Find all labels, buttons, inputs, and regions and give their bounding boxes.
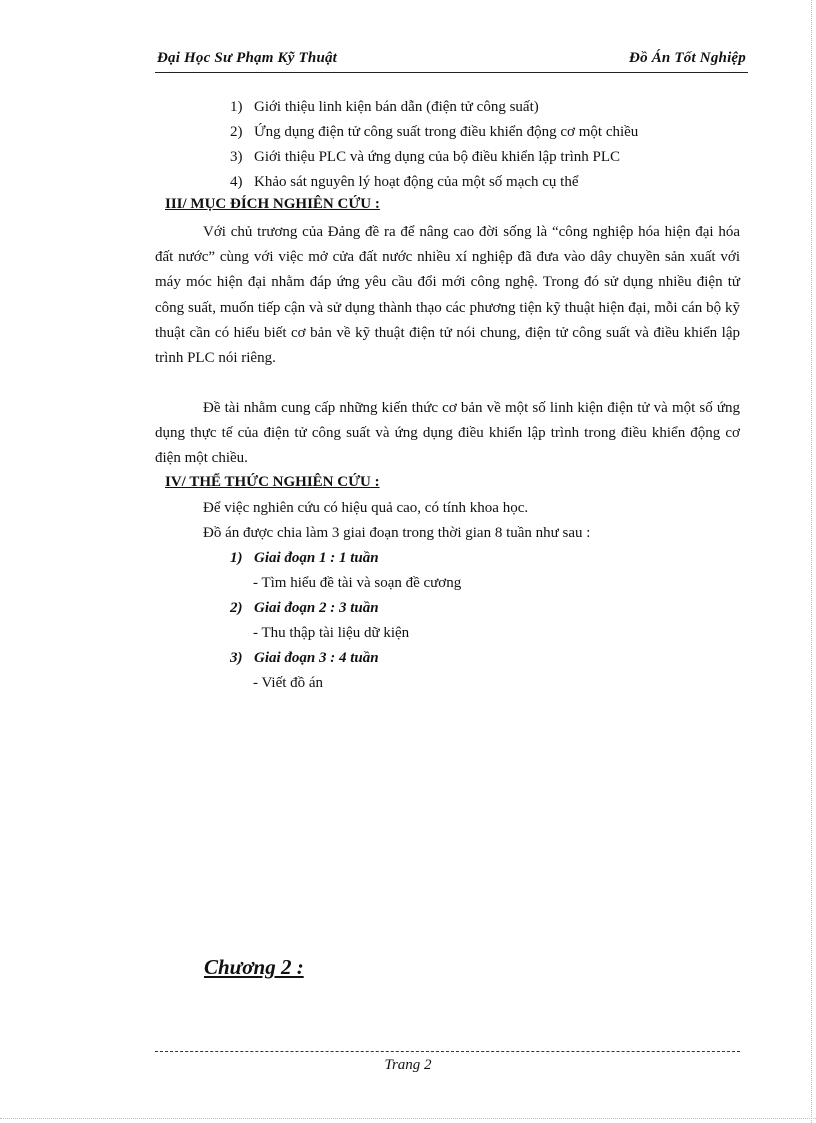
chapter-title: Chương 2 :: [204, 955, 304, 979]
method-line-1: Để việc nghiên cứu có hiệu quả cao, có tính khoa học.: [203, 500, 529, 516]
purpose-paragraph-2: Đề tài nhằm cung cấp những kiến thức cơ bản về một số linh kiện điện tử và một số ứng dụng thực tế của điện tử công suất và ứng dụng điều khiển lập trình trong điều khiển động cơ điện một chiều.: [155, 400, 740, 467]
list-item: 3) Giới thiệu PLC và ứng dụng của bộ điều khiển lập trình PLC: [230, 149, 621, 165]
section-heading-method: IV/ THỂ THỨC NGHIÊN CỨU :: [165, 474, 380, 490]
section-heading-purpose: III/ MỤC ĐÍCH NGHIÊN CỨU :: [165, 196, 380, 212]
phase-1-task: - Tìm hiểu đề tài và soạn đề cương: [253, 575, 462, 591]
page-edge-right: [811, 0, 812, 1123]
list-item: 1) Giới thiệu linh kiện bán dẫn (điện tử công suất): [230, 99, 539, 115]
phase-3-title: 3) Giai đoạn 3 : 4 tuần: [230, 650, 379, 666]
purpose-paragraph-1: Với chủ trương của Đảng đề ra để nâng cao đời sống là “công nghiệp hóa hiện đại hóa đất nước” cùng với việc mở cửa đất nước nhiều xí nghiệp đã đưa vào dây chuyền sản xuất với máy móc hiện đại nhằm đáp ứng yêu cầu đổi mới công nghệ. Trong đó sử dụng nhiều điện tử công suất, muốn tiếp cận và sử dụng thành thạo các phương tiện kỹ thuật hiện đại, mỗi cán bộ kỹ thuật cần có hiểu biết cơ bản về kỹ thuật điện tử nói chung, điện tử công suất và điều khiển lập trình PLC nói riêng.: [155, 224, 740, 367]
phase-2-title: 2) Giai đoạn 2 : 3 tuần: [230, 600, 379, 616]
header-school: Đại Học Sư Phạm Kỹ Thuật: [157, 50, 338, 66]
header-doc-type: Đồ Án Tốt Nghiệp: [629, 50, 746, 66]
page-number: Trang 2: [384, 1057, 432, 1073]
list-item: 2) Ứng dụng điện tử công suất trong điều khiển động cơ một chiều: [230, 124, 639, 140]
phase-1-title: 1) Giai đoạn 1 : 1 tuần: [230, 550, 379, 566]
list-item: 4) Khảo sát nguyên lý hoạt động của một số mạch cụ thể: [230, 174, 579, 190]
method-line-2: Đồ án được chia làm 3 giai đoạn trong thời gian 8 tuần như sau :: [203, 525, 591, 541]
page-header: [155, 50, 748, 73]
page-edge-bottom: [0, 1118, 816, 1119]
phase-2-task: - Thu thập tài liệu dữ kiện: [253, 625, 410, 641]
footer-rule: [155, 1051, 740, 1052]
topic-list: [230, 95, 638, 195]
phase-3-task: - Viết đồ án: [253, 675, 324, 691]
